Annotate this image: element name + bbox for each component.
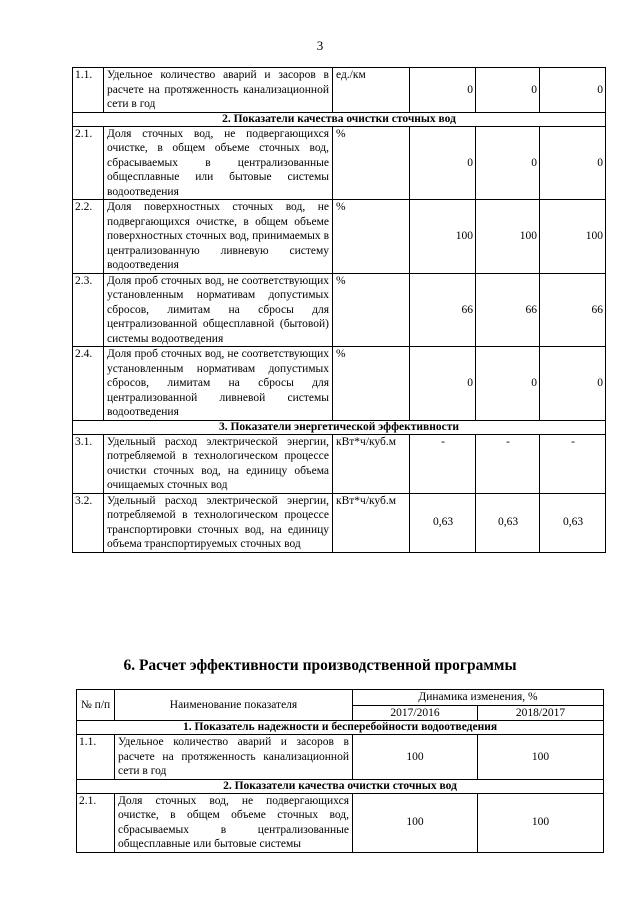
section-title: 2. Показатели качества очистки сточных вод bbox=[73, 112, 606, 126]
row-number: 2.4. bbox=[73, 347, 104, 421]
unit-cell: % bbox=[333, 273, 410, 347]
indicator-name: Доля проб сточных вод, не соответствующих установленным нормативам допустимых сбросов, лимитам на сбросы для централизованной общесплавной (бытовой) системы водоотведения bbox=[104, 273, 333, 347]
indicator-name: Удельное количество аварий и засоров в расчете на протяженность канализационной сети в год bbox=[115, 735, 353, 780]
value-cell: 0,63 bbox=[410, 493, 476, 552]
table-row bbox=[73, 273, 606, 347]
indicators-table bbox=[72, 67, 606, 553]
row-number: 2.3. bbox=[73, 273, 104, 347]
value-cell: 0 bbox=[476, 126, 540, 200]
column-header-period: 2017/2016 bbox=[353, 705, 478, 721]
unit-cell: кВт*ч/куб.м bbox=[333, 434, 410, 493]
indicator-name: Удельный расход электрической энергии, потребляемой в технологическом процессе очистки сточных вод, на единицу объема очищаемых сточных вод bbox=[104, 434, 333, 493]
column-header-number: № п/п bbox=[77, 690, 115, 721]
row-number: 1.1. bbox=[77, 735, 115, 780]
table-row bbox=[73, 126, 606, 200]
value-cell: 66 bbox=[540, 273, 606, 347]
page-number: 3 bbox=[316, 38, 324, 53]
value-cell: 0,63 bbox=[476, 493, 540, 552]
section-row bbox=[73, 420, 606, 434]
value-cell: 66 bbox=[476, 273, 540, 347]
section-row bbox=[77, 779, 604, 793]
value-cell: 0 bbox=[476, 347, 540, 421]
indicator-name: Доля поверхностных сточных вод, не подвергающихся очистке, в общем объеме поверхностных сточных вод, принимаемых в централизованную ливневую систему водоотведения bbox=[104, 200, 333, 274]
row-number: 3.1. bbox=[73, 434, 104, 493]
indicator-name: Удельное количество аварий и засоров в расчете на протяженность канализационной сети в год bbox=[104, 68, 333, 113]
row-number: 1.1. bbox=[73, 68, 104, 113]
column-header-dynamics: Динамика изменения, % bbox=[353, 690, 604, 706]
value-cell: 100 bbox=[353, 735, 478, 780]
table-row bbox=[77, 735, 604, 780]
value-cell: 0 bbox=[410, 126, 476, 200]
indicator-name: Доля проб сточных вод, не соответствующих установленным нормативам допустимых сбросов, лимитам на сбросы для централизованной ливневой системы водоотведения bbox=[104, 347, 333, 421]
section-title: 3. Показатели энергетической эффективности bbox=[73, 420, 606, 434]
row-number: 2.1. bbox=[73, 126, 104, 200]
table-row bbox=[73, 493, 606, 552]
value-cell: 66 bbox=[410, 273, 476, 347]
indicator-name: Удельный расход электрической энергии, потребляемой в технологическом процессе транспортировки сточных вод, на единицу объема транспортируемых сточных вод bbox=[104, 493, 333, 552]
value-cell: 100 bbox=[353, 793, 478, 852]
section-title: 1. Показатель надежности и бесперебойности водоотведения bbox=[77, 721, 604, 735]
section-title: 2. Показатели качества очистки сточных вод bbox=[77, 779, 604, 793]
value-cell: 0 bbox=[540, 126, 606, 200]
value-cell: - bbox=[476, 434, 540, 493]
unit-cell: % bbox=[333, 200, 410, 274]
value-cell: 0,63 bbox=[540, 493, 606, 552]
table-row bbox=[73, 68, 606, 113]
value-cell: 0 bbox=[410, 68, 476, 113]
unit-cell: ед./км bbox=[333, 68, 410, 113]
column-header-name: Наименование показателя bbox=[115, 690, 353, 721]
efficiency-table bbox=[76, 689, 604, 853]
row-number: 2.2. bbox=[73, 200, 104, 274]
section-heading: 6. Расчет эффективности производственной программы bbox=[123, 657, 517, 674]
section-row bbox=[73, 112, 606, 126]
unit-cell: % bbox=[333, 126, 410, 200]
value-cell: 0 bbox=[476, 68, 540, 113]
table-row bbox=[77, 793, 604, 852]
table-row bbox=[73, 347, 606, 421]
value-cell: 100 bbox=[478, 735, 604, 780]
indicator-name: Доля сточных вод, не подвергающихся очистке, в общем объеме сточных вод, сбрасываемых в централизованные общесплавные или бытовые системы водоотведения bbox=[104, 126, 333, 200]
section-row bbox=[77, 721, 604, 735]
column-header-period: 2018/2017 bbox=[478, 705, 604, 721]
table-row bbox=[73, 200, 606, 274]
value-cell: 100 bbox=[540, 200, 606, 274]
value-cell: - bbox=[540, 434, 606, 493]
value-cell: 100 bbox=[410, 200, 476, 274]
indicator-name: Доля сточных вод, не подвергающихся очистке, в общем объеме сточных вод, сбрасываемых в централизованные общесплавные или бытовые системы bbox=[115, 793, 353, 852]
value-cell: 0 bbox=[540, 347, 606, 421]
unit-cell: % bbox=[333, 347, 410, 421]
unit-cell: кВт*ч/куб.м bbox=[333, 493, 410, 552]
value-cell: 100 bbox=[478, 793, 604, 852]
table-row bbox=[73, 434, 606, 493]
value-cell: - bbox=[410, 434, 476, 493]
value-cell: 0 bbox=[540, 68, 606, 113]
header-row bbox=[77, 690, 604, 706]
value-cell: 100 bbox=[476, 200, 540, 274]
row-number: 3.2. bbox=[73, 493, 104, 552]
row-number: 2.1. bbox=[77, 793, 115, 852]
value-cell: 0 bbox=[410, 347, 476, 421]
